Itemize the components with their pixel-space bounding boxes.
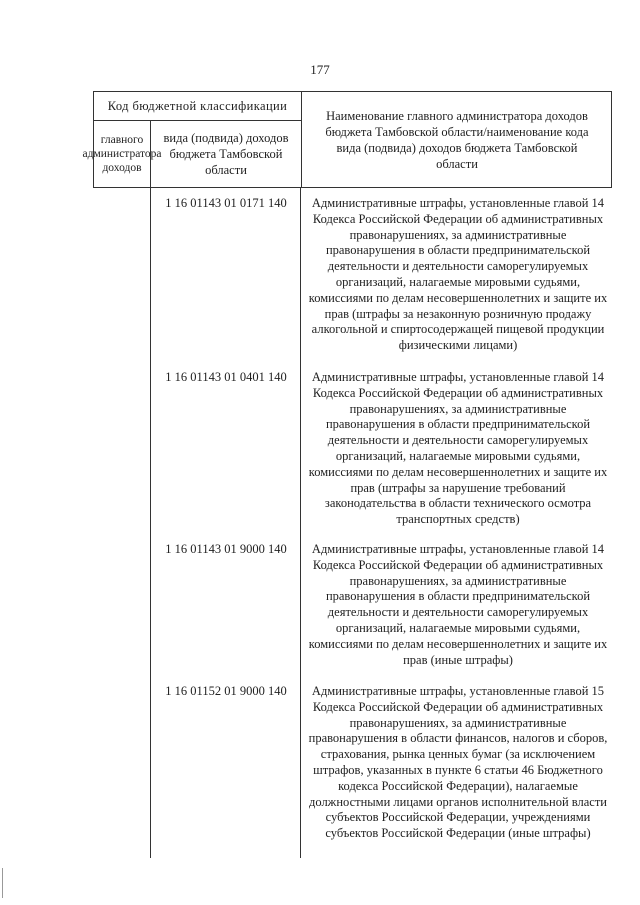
header-admin-column: главного администратора доходов: [82, 134, 162, 174]
row-4-name: Административные штрафы, установленные главой 15 Кодекса Российской Федерации об административных правонарушениях, за административные правонарушения в области финансов, налогов и сборов, страхования, рынка ценных бумаг (за исключением штрафов, указанных в пункте 6 статьи 46 Бюджетного кодекса Российской Федерации), налагаемые должностными лицами органов исполнительной власти субъектов Российской Федерации, учреждениями субъектов Российской Федерации (иные штрафы): [308, 684, 608, 841]
header-budget-classification-code: Код бюджетной классификации: [107, 99, 288, 113]
header-kind-column: вида (подвида) доходов бюджета Тамбовской области: [163, 131, 289, 177]
scan-margin-mark: [2, 868, 3, 898]
header-name-column: Наименование главного администратора доходов бюджета Тамбовской области/наименование кода вида (подвида) доходов бюджета Тамбовской области: [325, 108, 589, 171]
column-border-codes: [150, 188, 151, 858]
row-1-code: 1 16 01143 01 0171 140: [165, 196, 287, 210]
row-1-name: Административные штрафы, установленные главой 14 Кодекса Российской Федерации об административных правонарушениях, за административные правонарушения в области предпринимательской деятельности и деятельности саморегулируемых организаций, налагаемые мировыми судьями, комиссиями по делам несовершеннолетних и защите их прав (штрафы за незаконную розничную продажу алкогольной и спиртосодержащей пищевой продукции физическими лицами): [308, 196, 608, 353]
row-4-code: 1 16 01152 01 9000 140: [165, 684, 287, 698]
page-number: 177: [310, 62, 330, 77]
row-3-name: Административные штрафы, установленные главой 14 Кодекса Российской Федерации об административных правонарушениях, за административные правонарушения в области предпринимательской деятельности и деятельности саморегулируемых организаций, налагаемые мировыми судьями, комиссиями по делам несовершеннолетних и защите их прав (иные штрафы): [308, 542, 608, 667]
column-border-names: [300, 188, 301, 858]
table-header: [82, 91, 612, 188]
row-3-code: 1 16 01143 01 9000 140: [165, 542, 287, 556]
row-2-code: 1 16 01143 01 0401 140: [165, 370, 287, 384]
row-2-name: Административные штрафы, установленные главой 14 Кодекса Российской Федерации об административных правонарушениях, за административные правонарушения в области предпринимательской деятельности и деятельности саморегулируемых организаций, налагаемые мировыми судьями, комиссиями по делам несовершеннолетних и защите их прав (штрафы за нарушение требований законодательства в области технического осмотра транспортных средств): [308, 370, 608, 527]
